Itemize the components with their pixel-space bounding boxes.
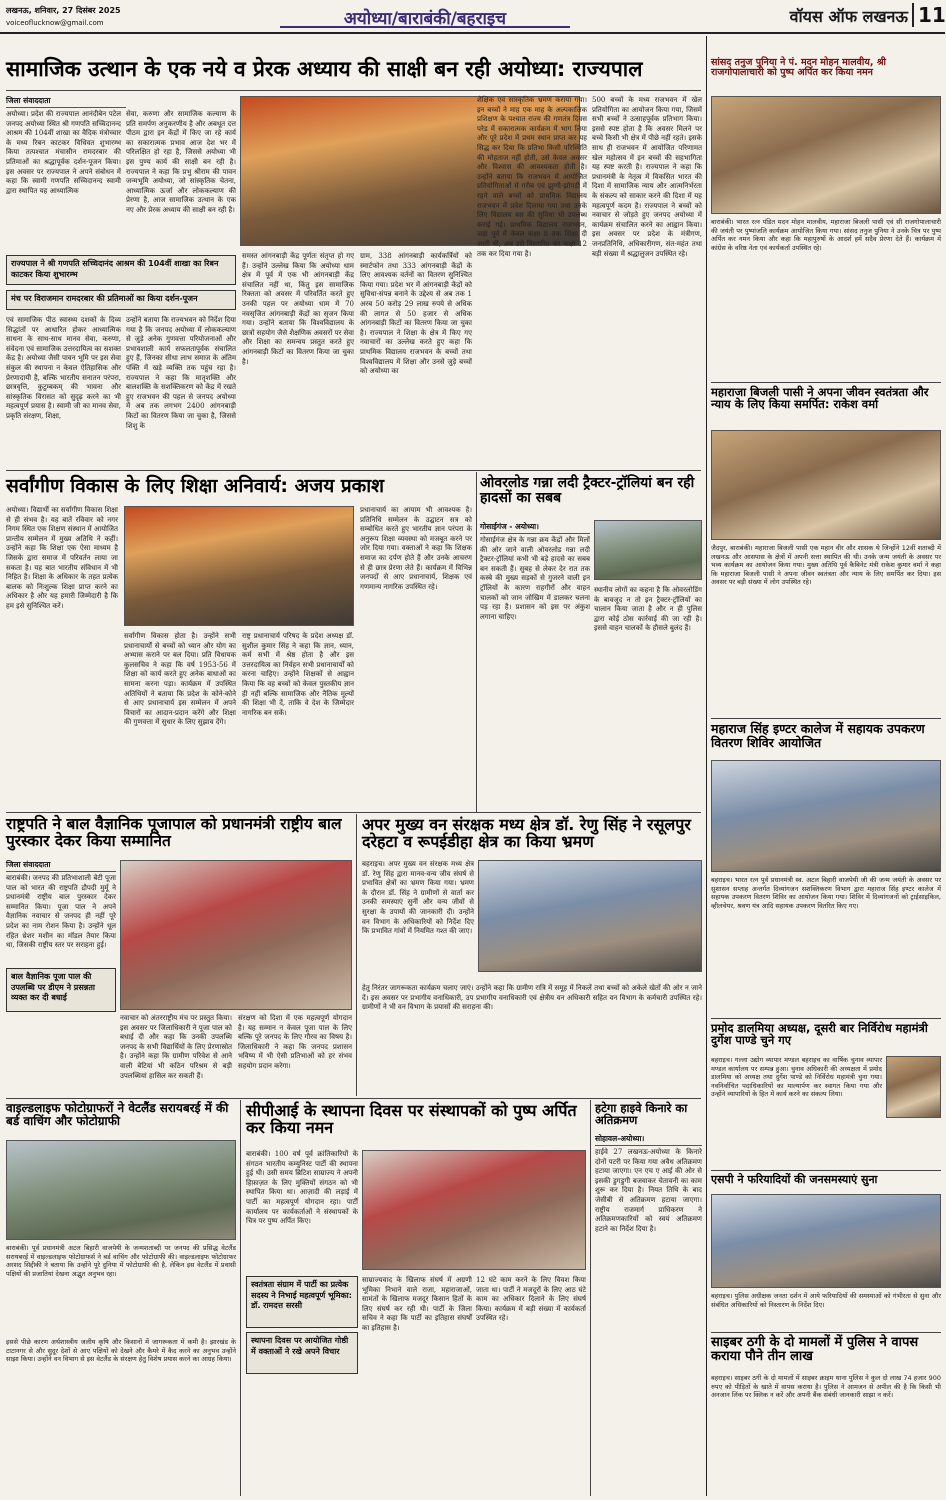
education-col3: राष्ट्र प्रधानाचार्य परिषद के प्रदेश अध्यक्ष डॉ. सुशील कुमार सिंह ने कहा कि ज्ञान, ध्यान, कर्म सभी में श्रेष्ठ होता है और इस उत्तरदायित्व का निर्वहन सभी प्रधानाचार्यों को करना चाहिए। उन्होंने शिक्षकों से आह्वान किया कि वह बच्चों को केवल पुस्तकीय ज्ञान ही नहीं बल्कि सामाजिक और नैतिक मूल्यों की शिक्षा भी दें, ताकि वे देश के जिम्मेदार नागरिक बन सकें। <box>242 632 354 717</box>
sugarcane-col1: गोसाईगंज क्षेत्र के गन्ना क्रय केंद्रों और मिलों की ओर जाने वाली ओवरलोड गन्ना लदी ट्रैक्टर-ट्रॉलियां कभी भी बड़े हादसे का सबब बन सकती हैं। सुबह से लेकर देर रात तक कस्बे की मुख्य सड़कों से गुजरने वाली इन ट्रॉलियों के कारण राहगीरों और वाहन चालकों को जान जोखिम में डालकर चलना पड़ रहा है। प्रशासन को इस पर अंकुश लगाना चाहिए। <box>480 536 590 621</box>
forest-photo <box>478 860 702 972</box>
sugarcane-byline: गोसाईगंज - अयोध्या। <box>480 522 590 534</box>
wildlife-col1: बाराबंकी। पूर्व प्रधानमंत्री अटल बिहारी वाजपेयी के जन्मशताब्दी पर जनपद की प्रसिद्ध वेटलैंड सरायबरई में वाइल्डलाइफ फोटोग्राफर्स ने बर्ड वाचिंग और फोटोग्राफी की। वाइल्डलाइफ फोटोग्राफर अरशद सिद्दीकी ने बताया कि उन्होंने पूरे दुनिया में फोटोग्राफी की है, लेकिन इस वेटलैंड में प्रवासी पक्षियों की प्रजातियां देखना अद्भुत अनुभव रहा। <box>6 1244 236 1278</box>
dateline: लखनऊ, शनिवार, 27 दिसंबर 2025 <box>6 6 121 15</box>
sugarcane-photo <box>594 520 702 580</box>
sidebar-top-headline: सांसद तनुज पुनिया ने पं. मदन मोहन मालवीय, श्री राजगोपालाचारी को पुष्प अर्पित कर किया नमन <box>711 57 887 79</box>
lead-col5b: शैक्षिक एवं सांस्कृतिक भ्रमण कराया गया। इन बच्चों ने माह एक माह के अल्पकालिक प्रशिक्षण के पश्चात राज्य की गणतंत्र दिवस परेड में सकारात्मक कार्यक्रम में भाग लिया और पूरे प्रदेश में प्रथम स्थान प्राप्त कर यह सिद्ध कर दिया कि प्रतिभा किसी परिस्थिति की मोहताज नहीं होती, उसे केवल अवसर और विश्वास की आवश्यकता होती है। उन्होंने बताया कि राजभवन में आयोजित प्रतियोगिताओं में गरीब एवं झुग्गी-झोपड़ी में रहने वाले बच्चों को प्राथमिक विद्यालय राजभवन में प्रवेश दिलाया गया तथा उनके लिए विद्यालय बस की सुविधा भी उपलब्ध कराई गई। प्राथमिक विद्यालय राजभवन, जहां पूर्व में केवल कक्षा 8 तक शिक्षा दी जाती थी, अब उसे विस्तारित कर कक्षा 12 तक कर दिया गया है। <box>477 96 587 258</box>
sidebar-bijli-text: जैदपुर, बाराबंकी। महाराजा बिजली पासी एक महान वीर और शासक थे जिन्होंने 12वीं शताब्दी में लखनऊ और आसपास के क्षेत्रों में अपनी सत्ता स्थापित की थी। उनके जन्म जयंती के अवसर पर भव्य कार्यक्रम का आयोजन किया गया। मुख्य अतिथि पूर्व कैबिनेट मंत्री राकेश कुमार वर्मा ने कहा कि महाराजा बिजली पासी ने अपना जीवन स्वतंत्रता और न्याय के लिए समर्पित कर दिया। इस अवसर पर बड़ी संख्या में लोग उपस्थित रहे। <box>711 544 941 587</box>
wildlife-col2: इससे पीछे कारण अर्थशास्त्रीय जलीय कृषि और किसानों में जागरूकता में कमी है। झारखंड के टाटानगर से और सुदूर देशों से आए पक्षियों को देखने और कैमरे में कैद करने का अनुभव उन्होंने साझा किया। उन्होंने वन विभाग से इस वेटलैंड के संरक्षण हेतु विशेष प्रयास करने का आग्रह किया। <box>6 1338 236 1364</box>
cpi-col3: 12 घंटे काम करने के लिए विवश किया जाता था। पार्टी ने मजदूरों के लिए आठ घंटे काम का अधिकार दिलाने के लिए संघर्ष किया। कार्यक्रम में बड़ी संख्या में कार्यकर्ता उपस्थित रहे। <box>476 1276 586 1323</box>
sidebar-cyber-headline: साइबर ठगी के दो मामलों में पुलिस ने वापस कराया पौने तीन लाख <box>711 1335 919 1365</box>
award-headline: राष्ट्रपति ने बाल वैज्ञानिक पूजापाल को प्रधानमंत्री राष्ट्रीय बाल पुरस्कार देकर किया सम्मानित <box>6 815 342 850</box>
education-col2: सर्वांगीण विकास होता है। उन्होंने सभी प्रधानाचार्यों से बच्चों को ध्यान और योग का अभ्यास कराने पर बल दिया। प्रति विधायक कुलसचिव ने कहा कि वर्ष 1953-56 में शिक्षा को कार्य करते हुए अनेक बाधाओं का सामना करना पड़ा। कार्यक्रम में उपस्थित अतिथियों ने बताया कि प्रदेश के कोने-कोने से आए प्रधानाचार्य इस सम्मेलन में अपने विचारों का आदान-प्रदान करेंगे और शिक्षा की गुणवत्ता में सुधार के लिए सुझाव देंगे। <box>124 632 236 727</box>
sidebar-sp-photo <box>711 1194 941 1288</box>
lead-col4: ग्राम, 338 आंगनबाड़ी कार्यकर्त्रियों को स्मार्टफोन तथा 333 आंगनबाड़ी केंद्रों के लिए आवश्यक वर्तनों का वितरण सुनिश्चित किया गया। प्रदेश भर में आंगनबाड़ी केंद्रों को सुविधा-संपन्न बनाने के उद्देश्य से अब तक 1 अरब 50 करोड़ 29 लाख रुपये से अधिक की लागत से 50 हजार से अधिक आंगनबाड़ी किटों का वितरण किया जा चुका है। राज्यपाल ने शिक्षा के क्षेत्र में किए गए नवाचारों का उल्लेख करते हुए कहा कि प्राथमिक विद्यालय राजभवन के बच्चों तथा विश्वविद्यालय में शिक्षा और उनसे जुड़े बच्चों को अयोध्या का <box>360 252 472 376</box>
page-number: 11 <box>912 3 942 27</box>
sidebar-bijli-photo <box>711 430 941 540</box>
masthead <box>0 0 945 34</box>
brand-name: वॉयस ऑफ लखनऊ <box>789 7 908 26</box>
sidebar-vyapar-text: बहराइच। गल्ला उद्योग व्यापार मण्डल बहराइच का वार्षिक चुनाव व्यापार मण्डल कार्यालय पर सम्पन्न हुआ। चुनाव अधिकारी की अध्यक्षता में प्रमोद डालमिया को अध्यक्ष तथा दुर्गेश पाण्डे को निर्विरोध महामंत्री चुना गया। नवनिर्वाचित पदाधिकारियों का माल्यार्पण कर स्वागत किया गया और उन्होंने व्यापारियों के हित में कार्य करने का संकल्प लिया। <box>711 1056 882 1099</box>
lead-highlight-1: राज्यपाल ने श्री गणपति सच्चिदानंद आश्रम की 104वीं शाखा का रिबन काटकर किया शुभारम्भ <box>6 255 236 285</box>
sidebar-sp-headline: एसपी ने फरियादियों की जनसमस्याएं सुना <box>711 1173 878 1186</box>
lead-highlight-2: मंच पर विराजमान रामदरबार की प्रतिमाओं का किया दर्शन-पूजन <box>6 290 236 310</box>
section-banner: अयोध्या/बाराबंकी/बहराइच <box>280 6 570 28</box>
sidebar-school-text: बहराइच। भारत रत्न पूर्व प्रधानमंत्री स्व. अटल बिहारी वाजपेयी जी की जन्म जयंती के अवसर पर सुशासन सप्ताह अन्तर्गत दिव्यांगजन सशक्तिकरण विभाग द्वारा महाराज सिंह इण्टर कालेज में सहायक उपकरण वितरण शिविर का आयोजन किया गया। शिविर में दिव्यांगजनों को ट्राईसाइकिल, व्हीलचेयर, श्रवण यंत्र आदि सहायक उपकरण वितरित किए गए। <box>711 876 941 910</box>
education-col4: प्रधानाचार्य का आयाम भी आवश्यक है। प्रतिनिधि सम्मेलन के उद्घाटन सत्र को सम्बोधित करते हुए भारतीय ज्ञान परंपरा के अनुरूप शिक्षा व्यवस्था को मजबूत करने पर जोर दिया गया। वक्ताओं ने कहा कि शिक्षक समाज का दर्पण होते हैं और उनके आचरण से ही छात्र प्रेरणा लेते हैं। कार्यक्रम में विभिन्न जनपदों से आए प्रधानाचार्य, शिक्षक एवं गणमान्य नागरिक उपस्थित रहे। <box>360 506 472 591</box>
award-col2: नवाचार को अंतरराष्ट्रीय मंच पर प्रस्तुत किया। इस अवसर पर जिलाधिकारी ने पूजा पाल को बधाई दी और कहा कि उनकी उपलब्धि जनपद के सभी विद्यार्थियों के लिए प्रेरणास्रोत है। उन्होंने कहा कि ग्रामीण परिवेश से आने वाली बेटियां भी कठिन परिश्रम से बड़ी उपलब्धियां हासिल कर सकती हैं। <box>120 1014 232 1080</box>
cpi-col1: बाराबंकी। 100 वर्ष पूर्व क्रांतिकारियों के संगठन भारतीय कम्युनिस्ट पार्टी की स्थापना हुई थी। उसी समय ब्रिटिश साम्राज्य ने अपनी हिफ़ाज़त के लिए मुक्तियों संगठन को भी स्थापित किया था। आज़ादी की लड़ाई में पार्टी का महत्वपूर्ण योगदान रहा। पार्टी कार्यालय पर कार्यकर्ताओं ने संस्थापकों के चित्र पर पुष्प अर्पित किए। <box>246 1150 358 1226</box>
lead-col2b: उन्होंने बताया कि राज्यभवन को निर्देश दिया गया है कि जनपद अयोध्या में लोककल्याण से जुड़े अनेक गुणवत्ता परियोजनाओं और प्रभावशाली कार्य सफलतापूर्वक संचालित हुए हैं, जिनका सीधा लाभ समाज के अंतिम पंक्ति में खड़े व्यक्ति तक पहुंच रहा है। राज्यपाल ने कहा कि मातृशक्ति और बालशक्ति के सशक्तिकरण को केंद्र में रखते हुए राजभवन की पहल से जनपद अयोध्या में अब तक लगभग 2400 आंगनबाड़ी किटों का वितरण किया जा चुका है, जिससे शिशु के <box>126 316 236 430</box>
highway-col1: हाईवे 27 लखनऊ-अयोध्या के किनारे दोनों पटरी पर किया गया अवैध अतिक्रमण हटाया जाएगा। एन एच ए आई की ओर से इसकी डुगडुगी बजवाकर चेतावनी का काम शुरू कर दिया है। नियत तिथि के बाद जेसीबी से अतिक्रमण हटाया जाएगा। राष्ट्रीय राजमार्ग प्राधिकरण ने अतिक्रमणकारियों को स्वयं अतिक्रमण हटाने का निर्देश दिया है। <box>595 1148 702 1233</box>
sidebar-top-photo <box>711 96 941 214</box>
lead-col2: सेवा, करुणा और सामाजिक कल्याण के प्रति समर्पण अनुकरणीय है और अबधूत दत्त पीठम द्वारा इन केंद्रों में किए जा रहे कार्य का सकारात्मक प्रभाव आज देश भर में परिलक्षित हो रहा है, जिससे अयोध्या भी इस पुण्य कार्य की साक्षी बन रही है। राज्यपाल ने कहा कि प्रभु श्रीराम की पावन जन्मभूमि अयोध्या, जो सांस्कृतिक चेतना, आध्यात्मिक ऊर्जा और लोककल्याण की प्रेरणा है, आज सामाजिक उत्थान के एक नए और प्रेरक अध्याय की साक्षी बन रही है। <box>126 110 236 214</box>
award-photo <box>120 860 352 1010</box>
sidebar-bijli-headline: महाराजा बिजली पासी ने अपना जीवन स्वतंत्रता और न्याय के लिए किया समर्पित: राकेश वर्मा <box>711 385 929 412</box>
sidebar-vyapar-headline: प्रमोद डालमिया अध्यक्ष, दूसरी बार निर्विरोध महामंत्री दुर्गेश पाण्डे चुने गए <box>711 1021 928 1048</box>
education-col1: अयोध्या। विद्यार्थी का सर्वांगीण विकास शिक्षा से ही संभव है। यह बातें रविवार को नगर निगम स्थित एक शिक्षण संस्थान में आयोजित प्रान्तीय सम्मेलन में मुख्य अतिथि ने कहीं। उन्होंने कहा कि शिक्षा एक ऐसा माध्यम है जिसके द्वारा समाज में परिवर्तन लाया जा सकता है। यह बात भारतीय संविधान में भी निहित है। शिक्षा के अधिकार के तहत प्रत्येक बालक को निःशुल्क शिक्षा प्राप्त करने का अधिकार है और यह हमारी जिम्मेदारी है कि हम इसे सुनिश्चित करें। <box>6 506 118 610</box>
highway-byline: सोहावल-अयोध्या। <box>595 1134 702 1146</box>
award-byline: जिला संवाददाता <box>6 860 116 872</box>
lead-col3b: समस्त आंगनबाड़ी केंद्र पूर्णतः संतृप्त हो गए हैं। उन्होंने उल्लेख किया कि अयोध्या धाम क्षेत्र में पूर्व में एक भी आंगनबाड़ी केंद्र संचालित नहीं था, किंतु इस सामाजिक रिक्तता को अवसर में परिवर्तित करते हुए उनकी पहल पर अयोध्या धाम में 70 नवसृजित आंगनबाड़ी केंद्रों का सृजन किया गया। उन्होंने बताया कि विश्वविद्यालय के छात्रों सहयोग जैसे शैक्षणिक अवसरों पर सेवा और शिक्षा का समन्वय प्रस्तुत करते हुए आंगनबाड़ी किटों का वितरण किया जा चुका है। <box>242 252 354 366</box>
award-col3: संरक्षण को दिशा में एक महत्वपूर्ण योगदान है। यह सम्मान न केवल पूजा पाल के लिए बल्कि पूरे जनपद के लिए गौरव का विषय है। जिलाधिकारी ने कहा कि जनपद प्रशासन भविष्य में भी ऐसी प्रतिभाओं को हर संभव सहयोग प्रदान करेगा। <box>238 1014 352 1070</box>
sugarcane-col2: स्थानीय लोगों का कहना है कि ओवरलोडिंग के बावजूद न तो इन ट्रैक्टर-ट्रॉलियों का चालान किया जाता है और न ही पुलिस द्वारा कोई ठोस कार्रवाई की जा रही है। इससे वाहन चालकों के हौसले बुलंद हैं। <box>594 586 702 633</box>
forest-col1: बहराइच। अपर मुख्य वन संरक्षक मध्य क्षेत्र डॉ. रेणु सिंह द्वारा मानव-वन्य जीव संघर्ष से प्रभावित क्षेत्रों का भ्रमण किया गया। भ्रमण के दौरान डॉ. सिंह ने ग्रामीणों से वार्ता कर उनकी समस्याएं सुनीं और वन्य जीवों से सुरक्षा के उपायों की जानकारी दी। उन्होंने वन विभाग के अधिकारियों को निर्देश दिए कि प्रभावित गांवों में नियमित गश्त की जाए। <box>362 860 474 936</box>
email: voiceoflucknow@gmail.com <box>6 19 104 27</box>
cpi-highlight-2: स्थापना दिवस पर आयोजित गोष्ठी में वक्ताओं ने रखे अपने विचार <box>246 1332 358 1374</box>
sidebar-sp-text: बहराइच। पुलिस अधीक्षक जनता दर्शन में आये फरियादियों की समस्याओं को गंभीरता से सुना और संबंधित अधिकारियों को निस्तारण के निर्देश दिए। <box>711 1292 941 1309</box>
sidebar-school-photo <box>711 760 941 872</box>
sidebar-vyapar-photo <box>886 1056 941 1118</box>
sugarcane-headline: ओवरलोड गन्ना लदी ट्रैक्टर-ट्रॉलियां बन रही हादसों का सबब <box>480 475 695 507</box>
lead-col1b: एवं सामाजिक पीठ स्वास्थ्य दशकों के दिव्य सिद्धांतों पर आधारित होकर आध्यात्मिक साधना के साथ-साथ मानव सेवा, करुणा, संवेदना एवं सामाजिक उत्तरदायित्व का सशक्त केंद्र है। अयोध्या जैसी पावन भूमि पर इस सेवा संकुल की स्थापना न केवल ऐतिहासिक और प्रेरणादायी है, बल्कि भारतीय सनातन परंपरा, छात्रवृत्ति, कुटुम्बकम् की भावना और सांस्कृतिक विरासत को सुदृढ़ करने का भी महत्वपूर्ण प्रयास है। स्वामी जी का मानव सेवा, प्रकृति संरक्षण, शिक्षा, <box>6 316 121 420</box>
education-photo <box>124 506 354 626</box>
cpi-headline: सीपीआई के स्थापना दिवस पर संस्थापकों को पुष्प अर्पित कर किया नमन <box>246 1101 577 1138</box>
award-col1: बाराबंकी। जनपद की प्रतिभाशाली बेटी पूजा पाल को भारत की राष्ट्रपति द्रौपदी मुर्मू ने प्रधानमंत्री राष्ट्रीय बाल पुरस्कार देकर सम्मानित किया। पूजा पाल ने अपने वैज्ञानिक नवाचार से जनपद ही नहीं पूरे प्रदेश का नाम रोशन किया है। उन्होंने धूल रहित थ्रेशर मशीन का मॉडल तैयार किया था, जिसकी राष्ट्रीय स्तर पर सराहना हुई। <box>6 874 116 950</box>
lead-byline: जिला संवाददाता <box>6 96 126 108</box>
lead-col1: अयोध्या। प्रदेश की राज्यपाल आनंदीबेन पटेल जनपद अयोध्या स्थित श्री गणपति सच्चिदानन्द आश्रम की 104वीं शाखा का वैदिक मंत्रोच्चार के मध्य रिबन काटकर विधिवत शुभारम्भ किया तत्पश्चात मंचासीन रामदरबार की प्रतिमाओं का श्रद्धापूर्वक दर्शन-पूजन किया। इस अवसर पर राज्यपाल ने अपने संबोधन में कहा कि स्वामी गणपति सच्चिदानन्द स्वामी द्वारा स्थापित यह आध्यात्मिक <box>6 110 121 195</box>
education-headline: सर्वांगीण विकास के लिए शिक्षा अनिवार्य: अजय प्रकाश <box>6 475 385 497</box>
highway-headline: हटेगा हाइवे किनारे का अतिक्रमण <box>595 1101 688 1128</box>
sidebar-school-headline: महाराज सिंह इण्टर कालेज में सहायक उपकरण वितरण शिविर आयोजित <box>711 721 925 750</box>
sidebar-top-text: बाराबंकी। भारत रत्न पंडित मदन मोहन मालवीय, महाराजा बिजली पासी एवं सी राजगोपालाचारी की जयंती पर पुष्पांजलि कार्यक्रम आयोजित किया गया। सांसद तनुज पुनिया ने उनके चित्र पर पुष्प अर्पित कर नमन किया और कहा कि महापुरुषों के आदर्श हमें सदैव प्रेरणा देते हैं। कार्यक्रम में कांग्रेस के वरिष्ठ नेता एवं कार्यकर्ता उपस्थित रहे। <box>711 218 941 252</box>
forest-col2: हेतु निरंतर जागरूकता कार्यक्रम चलाए जाएं। उन्होंने कहा कि ग्रामीण रात्रि में समूह में निकलें तथा बच्चों को अकेले खेतों की ओर न जाने दें। इस अवसर पर प्रभागीय वनाधिकारी, उप प्रभागीय वनाधिकारी एवं क्षेत्रीय वन अधिकारी सहित वन विभाग के कर्मचारी उपस्थित रहे। ग्रामीणों ने भी वन विभाग के प्रयासों की सराहना की। <box>362 984 702 1012</box>
lead-headline: सामाजिक उत्थान के एक नये व प्रेरक अध्याय की साक्षी बन रही अयोध्या: राज्यपाल <box>6 57 643 81</box>
sidebar-cyber-text: बहराइच। साइबर ठगी के दो मामलों में साइबर क्राइम थाना पुलिस ने कुल दो लाख 74 हजार 900 रुपए को पीड़ितों के खाते में वापस कराया है। पुलिस ने आमजन से अपील की है कि किसी भी अनजान लिंक पर क्लिक न करें और अपनी बैंक संबंधी जानकारी साझा न करें। <box>711 1374 941 1400</box>
forest-headline: अपर मुख्य वन संरक्षक मध्य क्षेत्र डॉ. रेणु सिंह ने रसूलपुर दरेहटा व रूपईडीहा क्षेत्र का किया भ्रमण <box>362 815 691 852</box>
wildlife-photo <box>6 1140 236 1240</box>
lead-col6: 500 बच्चों के मध्य राजभवन में खेल प्रतियोगिता का आयोजन किया गया, जिसमें सभी बच्चों ने उत्साहपूर्वक प्रतिभाग किया। इससे स्पष्ट होता है कि अवसर मिलने पर बच्चे किसी भी क्षेत्र में पीछे नहीं रहते। इसके साथ ही राजभवन में आयोजित परिणामत खेल महोत्सव में इन बच्चों की सहभागिता यह स्पष्ट करती है। राज्यपाल ने कहा कि प्रधानमंत्री के नेतृत्व में विकसित भारत की दिशा में सामाजिक न्याय और आत्मनिर्भरता के संकल्प को साकार करने की दिशा में यह महत्वपूर्ण कदम है। राज्यपाल ने बच्चों को नवाचार से जोड़ते हुए जनपद अयोध्या में कार्यक्रम संचालित करने का आह्वान किया। इस अवसर पर प्रदेश के मंत्रीगण, जनप्रतिनिधि, अधिकारीगण, संत-महंत तथा बड़ी संख्या में श्रद्धालुजन उपस्थित रहे। <box>592 96 702 258</box>
award-highlight: बाल वैज्ञानिक पूजा पाल की उपलब्धि पर डीएम ने प्रसन्नता व्यक्त कर दी बधाई <box>6 968 116 1012</box>
cpi-photo <box>362 1150 586 1270</box>
cpi-col2: साम्राज्यवाद के खिलाफ संघर्ष में अग्रणी भूमिका निभाने वाले राजा, महाराजाओं, सामंतों के खिलाफ मजदूर किसान हितों के लिए संघर्ष कर रही थी। पार्टी के जिला सचिव ने कहा कि पार्टी का इतिहास संघर्षों का इतिहास है। <box>362 1276 472 1332</box>
wildlife-headline: वाइल्डलाइफ फोटोग्राफरों ने वेटलैंड सरायबरई में की बर्ड वाचिंग और फोटोग्राफी <box>6 1101 229 1128</box>
cpi-highlight-1: स्वतंत्रता संग्राम में पार्टी का प्रत्येक सदस्य ने निभाई महत्वपूर्ण भूमिका: डॉ. रामदत्त सरसी <box>246 1276 358 1328</box>
